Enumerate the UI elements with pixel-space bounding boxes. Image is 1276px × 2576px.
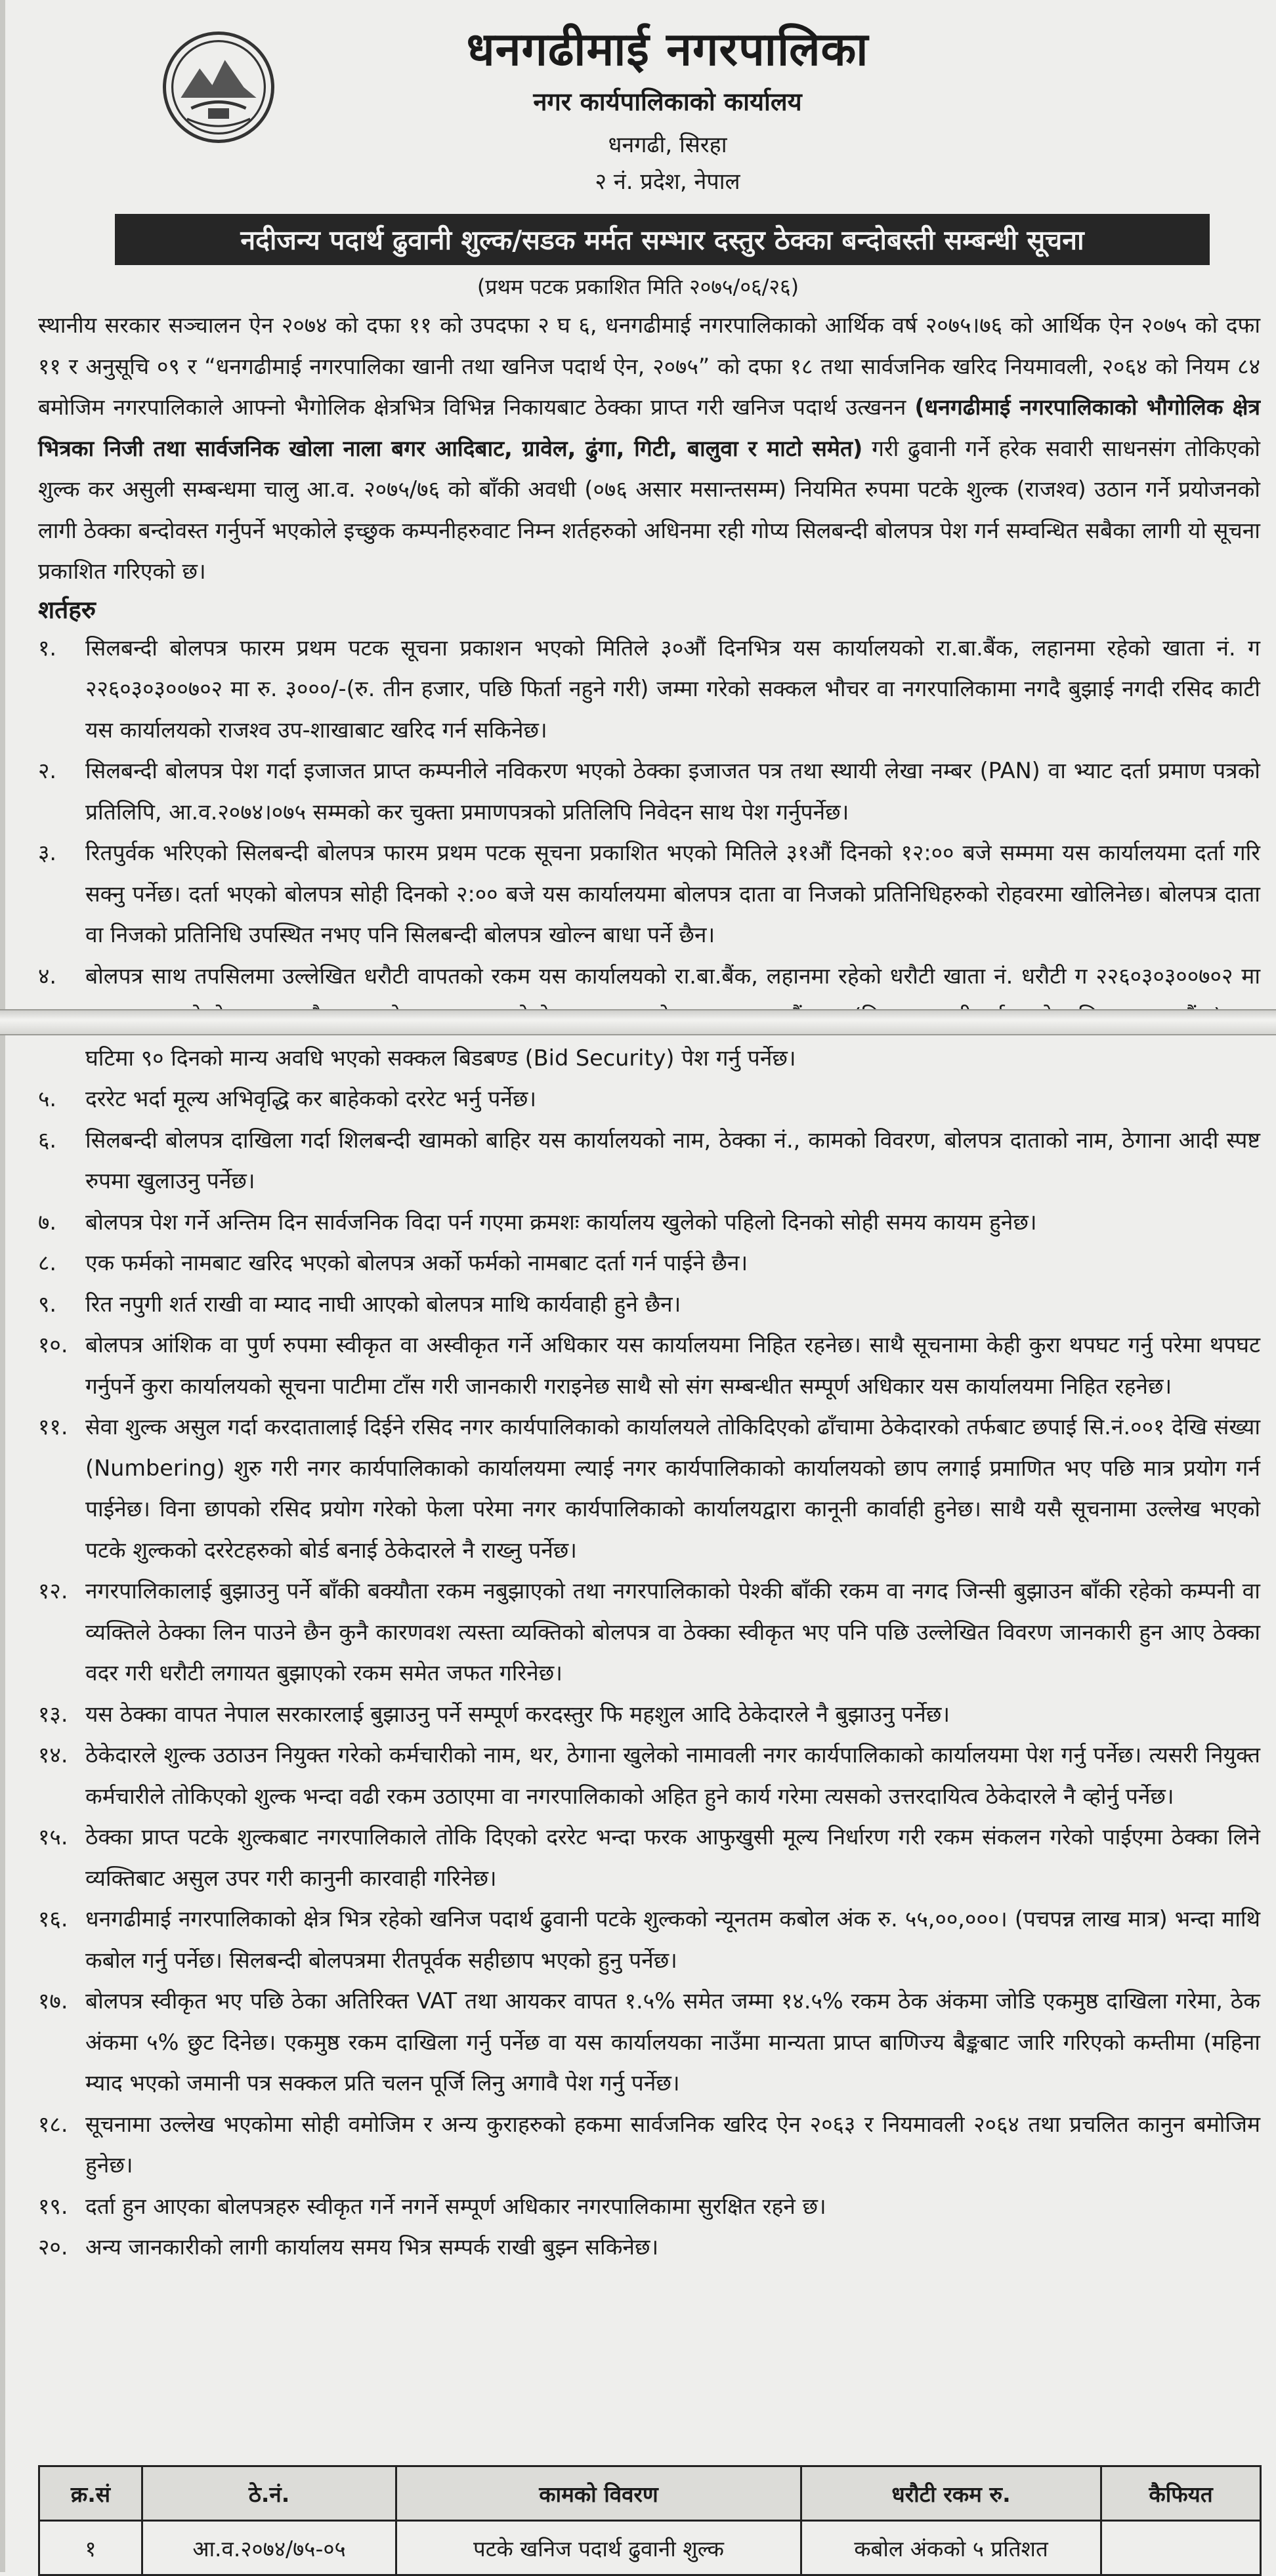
condition-text: रित नपुगी शर्त राखी वा म्याद नाघी आएको बोलपत्र माथि कार्यवाही हुने छैन। [85,1291,681,1317]
condition-number: ३. [38,840,57,865]
condition-number: १२. [38,1578,68,1604]
condition-text: बोलपत्र स्वीकृत भए पछि ठेका अतिरिक्त VAT तथा आयकर वापत १.५% समेत जम्मा १४.५% रकम ठेक अंकमा जोडि एकमुष्ठ दाखिला गरेमा, ठेक अंकमा ५% छुट दिनेछ। एकमुष्ठ रकम दाखिला गर्नु पर्नेछ वा यस कार्यालयका नाउँमा मान्यता प्राप्त बाणिज्य बैङ्कबाट जारि गरिएको कम्तीमा (महिना म्याद भएको जमानी पत्र सक्कल प्रति चलन पूर्जि लिनु अगावै पेश गर्नु पर्नेछ। [85,1988,1260,2096]
condition-item [38,1202,1260,1243]
condition-text: बोलपत्र साथ तपसिलमा उल्लेखित धरौटी वापतको रकम यस कार्यालयको रा.बा.बैंक, लहानमा रहेको धरौटी खाता नं. धरौटी ग २२६०३०३००७०२ मा घटिमा ९० दिनको मान्य अवधि भएको सक्कल बिडबण्ड (Bid Security) पेश गर्नु पर्नेछ। [85,963,1260,1071]
cell-remarks [1101,2521,1261,2575]
publication-date: (प्रथम पटक प्रकाशित मिति २०७५/०६/२६) [477,274,799,299]
schedule-table [38,2465,1262,2576]
condition-text: सिलबन्दी बोलपत्र पेश गर्दा इजाजत प्राप्त कम्पनीले नविकरण भएको ठेक्का इजाजत पत्र तथा स्थायी लेखा नम्बर (PAN) वा भ्याट दर्ता प्रमाण पत्रको प्रतिलिपि, आ.व.२०७४।०७५ सम्मको कर चुक्ता प्रमाणपत्रको प्रतिलिपि निवेदन साथ पेश गर्नुपर्नेछ। [85,758,1260,825]
condition-number: ७. [38,1209,57,1235]
condition-item [38,751,1260,833]
condition-item [38,1243,1260,1284]
municipality-name: धनगढीमाई नगरपालिका [466,22,869,76]
condition-number: १९. [38,2193,68,2219]
condition-item [38,1325,1260,1407]
condition-text: नगरपालिकालाई बुझाउनु पर्ने बाँकी बक्यौता रकम नबुझाएको तथा नगरपालिकाको पेश्की बाँकी रकम वा नगद जिन्सी बुझाउन बाँकी रहेको कम्पनी वा व्यक्तिले ठेक्का लिन पाउने छैन कुनै कारणवश त्यस्ता व्यक्तिको बोलपत्र वा ठेक्का स्वीकृत भए पनि पछि उल्लेखित विवरण जानकारी हुन आए ठेक्का वदर गरी धरौटी लगायत बुझाएको रकम समेत जफत गरिनेछ। [85,1578,1260,1686]
condition-text: एक फर्मको नामबाट खरिद भएको बोलपत्र अर्को फर्मको नामबाट दर्ता गर्न पाईने छैन। [85,1250,748,1276]
condition-item [38,1981,1260,2104]
condition-number: १४. [38,1742,68,1768]
condition-item [38,1899,1260,1981]
condition-text: बोलपत्र आंशिक वा पुर्ण रुपमा स्वीकृत वा अस्वीकृत गर्ने अधिकार यस कार्यालयमा निहित रहनेछ। साथै सूचनामा केही कुरा थपघट गर्नु परेमा थपघट गर्नुपर्ने कुरा कार्यालयको सूचना पाटीमा टाँस गरी जानकारी गराइनेछ साथै सो संग सम्बन्धीत सम्पूर्ण अधिकार यस कार्यालयमा निहित रहनेछ। [85,1332,1260,1399]
condition-number: ९. [38,1291,57,1317]
condition-item [38,1407,1260,1571]
condition-item [38,2104,1260,2186]
condition-item [38,1694,1260,1735]
cell-contract-no: आ.व.२०७४/७५-०५ [142,2521,396,2575]
intro-paragraph [38,305,1260,592]
province-line: २ नं. प्रदेश, नेपाल [595,169,740,195]
condition-text: सेवा शुल्क असुल गर्दा करदातालाई दिईने रसिद नगर कार्यपालिकाको कार्यालयले तोकिदिएको ढाँचामा ठेकेदारको तर्फबाट छपाई सि.नं.००१ देखि संख्या (Numbering) शुरु गरी नगर कार्यपालिकाको कार्यालयमा ल्याई नगर कार्यपालिकाको कार्यालयको छाप लगाई प्रमाणित भए पछि मात्र प्रयोग गर्न पाईनेछ। विना छापको रसिद प्रयोग गरेको फेला परेमा नगर कार्यपालिकाको कार्यालयद्वारा कानूनी कार्वाही हुनेछ। साथै यसै सूचनामा उल्लेख भएको पटके शुल्कको दररेटहरुको बोर्ड बनाई ठेकेदारले नै राख्नु पर्नेछ। [85,1414,1260,1563]
condition-text: ठेकेदारले शुल्क उठाउन नियुक्त गरेको कर्मचारीको नाम, थर, ठेगाना खुलेको नामावली नगर कार्यपालिकाको कार्यालयमा पेश गर्नु पर्नेछ। त्यसरी नियुक्त कर्मचारीले तोकिएको शुल्क भन्दा वढी रकम उठाएमा वा नगरपालिकाको अहित हुने कार्य गरेमा त्यसको उत्तरदायित्व ठेकेदारले नै व्होर्नु पर्नेछ। [85,1742,1260,1809]
conditions-heading: शर्तहरु [38,595,96,624]
condition-item [38,833,1260,956]
condition-number: १६. [38,1906,68,1932]
condition-number: २०. [38,2234,68,2260]
condition-number: ८. [38,1250,57,1276]
condition-text: दर्ता हुन आएका बोलपत्रहरु स्वीकृत गर्ने नगर्ने सम्पूर्ण अधिकार नगरपालिकामा सुरक्षित रहने छ। [85,2193,826,2219]
condition-text: रितपुर्वक भरिएको सिलबन्दी बोलपत्र फारम प्रथम पटक सूचना प्रकाशित भएको मितिले ३१औं दिनको १२:०० बजे सम्ममा यस कार्यालयमा दर्ता गरि सक्नु पर्नेछ। दर्ता भएको बोलपत्र सोही दिनको २:०० बजे यस कार्यालयमा बोलपत्र दाता वा निजको प्रतिनिधिहरुको रोहवरमा खोलिनेछ। बोलपत्र दाता वा निजको प्रतिनिधि उपस्थित नभए पनि सिलबन्दी बोलपत्र खोल्न बाधा पर्ने छैन। [85,840,1260,947]
condition-text: सिलबन्दी बोलपत्र फारम प्रथम पटक सूचना प्रकाशन भएको मितिले ३०औं दिनभित्र यस कार्यालयको रा.बा.बैंक, लहानमा रहेको खाता नं. ग २२६०३०३००७०२ मा रु. ३०००/-(रु. तीन हजार, पछि फिर्ता नहुने गरी) जम्मा गरेको सक्कल भौचर वा नगरपालिकामा नगदै बुझाई नगदी रसिद काटी यस कार्यालयको राजश्व उप-शाखाबाट खरिद गर्न सकिनेछ। [85,634,1260,743]
condition-number: ६. [38,1127,57,1153]
condition-item [38,1571,1260,1694]
office-location: धनगढी, सिरहा [608,132,727,158]
intro-text-2: गरी ढुवानी गर्ने हरेक सवारी साधनसंग तोकिएको शुल्क कर असुली सम्बन्धमा चालु आ.व. २०७५/७६ को बाँकी अवधी (०७६ असार मसान्तसम्म) नियमित रुपमा पटके शुल्क (राजश्व) उठान गर्ने प्रयोजनको लागी ठेक्का बन्दोवस्त गर्नुपर्ने भएकोले इच्छुक कम्पनीहरुवाट निम्न शर्तहरुको अधिनमा रही गोप्य सिलबन्दी बोलपत्र पेश गर्न सम्वन्धित सबैका लागी यो सूचना प्रकाशित गरिएको छ। [38,435,1260,584]
table-row [39,2521,1261,2575]
condition-item [38,628,1260,751]
condition-number: १८. [38,2111,68,2137]
col-header-remarks: कैफियत [1101,2466,1261,2521]
cell-description: पटके खनिज पदार्थ ढुवानी शुल्क [396,2521,801,2575]
condition-text: यस ठेक्का वापत नेपाल सरकारलाई बुझाउनु पर्ने सम्पूर्ण करदस्तुर फि महशुल आदि ठेकेदारले नै बुझाउनु पर्नेछ। [85,1701,950,1727]
condition-text: अन्य जानकारीको लागी कार्यालय समय भित्र सम्पर्क राखी बुझ्न सकिनेछ। [85,2234,659,2260]
condition-text: बोलपत्र पेश गर्ने अन्तिम दिन सार्वजनिक विदा पर्न गएमा क्रमशः कार्यालय खुलेको पहिलो दिनको सोही समय कायम हुनेछ। [85,1209,1037,1235]
condition-text: ठेक्का प्राप्त पटके शुल्कबाट नगरपालिकाले तोकि दिएको दररेट भन्दा फरक आफुखुसी मूल्य निर्धारण गरी रकम संकलन गरेको पाईएमा ठेक्का लिने व्यक्तिबाट असुल उपर गरी कानुनी कारवाही गरिनेछ। [85,1824,1260,1891]
cell-deposit: कबोल अंकको ५ प्रतिशत [801,2521,1101,2575]
condition-item [38,1817,1260,1899]
paper-fold-line [0,1009,1276,1035]
cell-sn: १ [39,2521,142,2575]
condition-number: १०. [38,1332,68,1358]
condition-number: ११. [38,1414,68,1440]
condition-item [38,2186,1260,2228]
intro-bold-text: (धनगढीमाई नगरपालिकाको भौगोलिक क्षेत्र भित्रका निजी तथा सार्वजनिक खोला नाला बगर आदिबाट, ग्रावेल, ढुंगा, गिटी, बालुवा र माटो समेत) [38,394,1261,461]
col-header-sn: क्र.सं [39,2466,142,2521]
condition-text: धनगढीमाई नगरपालिकाको क्षेत्र भित्र रहेको खनिज पदार्थ ढुवानी पटके शुल्कको न्यूनतम कबोल अंक रु. ५५,००,०००। (पचपन्न लाख मात्र) भन्दा माथि कबोल गर्नु पर्नेछ। सिलबन्दी बोलपत्रमा रीतपूर्वक सहीछाप भएको हुनु पर्नेछ। [85,1906,1260,1973]
condition-item [38,1284,1260,1325]
col-header-description: कामको विवरण [396,2466,801,2521]
condition-number: १७. [38,1988,68,2014]
clipping-edge [0,0,5,2572]
notice-header [0,0,1276,210]
condition-item [38,2227,1260,2268]
condition-number: १३. [38,1701,68,1727]
condition-number: ५. [38,1086,57,1111]
col-header-deposit: धरौटी रकम रु. [801,2466,1101,2521]
notice-body [38,305,1260,2268]
condition-number: २. [38,758,57,783]
condition-number: ४. [38,963,57,989]
schedule-header-row [39,2466,1261,2521]
office-name: नगर कार्यपालिकाको कार्यालय [533,87,802,116]
notice-title: नदीजन्य पदार्थ ढुवानी शुल्क/सडक मर्मत सम्भार दस्तुर ठेक्का बन्दोबस्ती सम्बन्धी सूचना [115,214,1210,265]
condition-text: दररेट भर्दा मूल्य अभिवृद्धि कर बाहेकको दररेट भर्नु पर्नेछ। [85,1086,537,1111]
condition-item [38,1079,1260,1120]
condition-text: सूचनामा उल्लेख भएकोमा सोही वमोजिम र अन्य कुराहरुको हकमा सार्वजनिक खरिद ऐन २०६३ र नियमावली २०६४ तथा प्रचलित कानुन बमोजिम हुनेछ। [85,2111,1260,2178]
condition-item [38,1120,1260,1202]
condition-text: सिलबन्दी बोलपत्र दाखिला गर्दा शिलबन्दी खामको बाहिर यस कार्यालयको नाम, ठेक्का नं., कामको विवरण, बोलपत्र दाताको नाम, ठेगाना आदी स्पष्ट रुपमा खुलाउनु पर्नेछ। [85,1127,1260,1194]
condition-item [38,1735,1260,1817]
conditions-list [38,628,1260,2268]
condition-number: १५. [38,1824,68,1850]
condition-number: १. [38,634,57,661]
col-header-contract-no: ठे.नं. [142,2466,396,2521]
intro-text-1: स्थानीय सरकार सञ्चालन ऐन २०७४ को दफा ११ को उपदफा २ घ ६, धनगढीमाई नगरपालिकाको आर्थिक वर्ष २०७५।७६ को आर्थिक ऐन २०७५ को दफा ११ र अनुसूचि ०९ र “धनगढीमाई नगरपालिका खानी तथा खनिज पदार्थ ऐन, २०७५” को दफा १८ तथा सार्वजनिक खरिद नियमावली, २०६४ को नियम ८४ बमोजिम नगरपालिकाले आफ्नो भैगोलिक क्षेत्रभित्र विभिन्न निकायबाट ठेक्का प्राप्त गरी खनिज पदार्थ उत्खनन [38,312,1260,420]
